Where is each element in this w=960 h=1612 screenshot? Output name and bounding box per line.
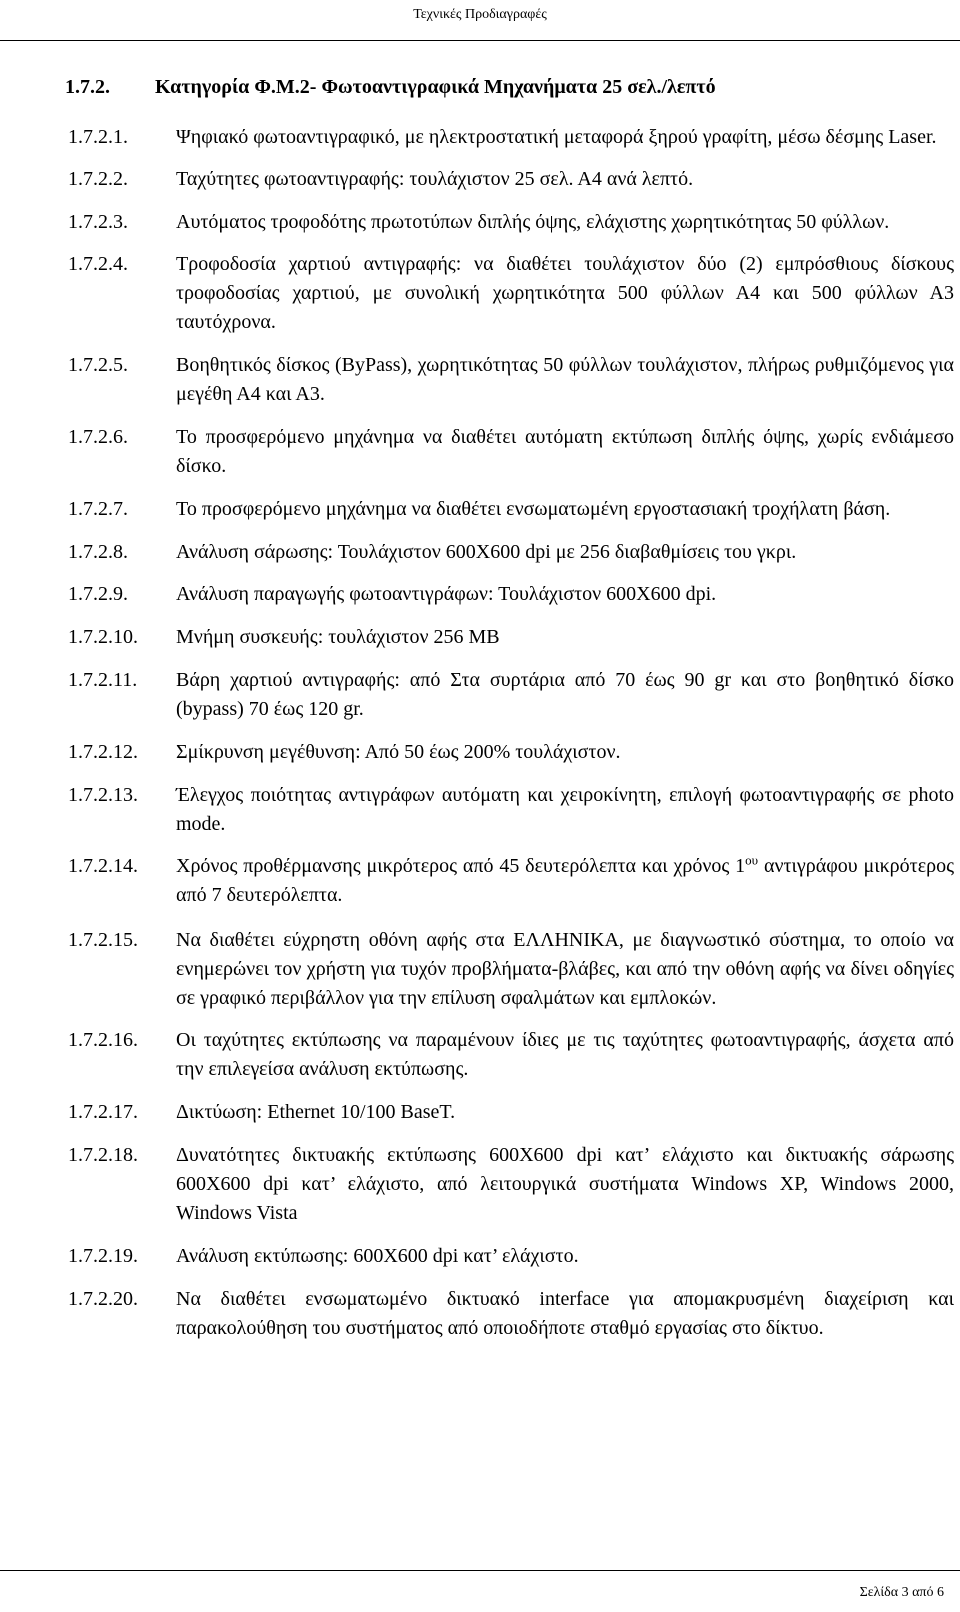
page-footer — [0, 1570, 960, 1612]
spec-item-superscript: ου — [745, 852, 759, 868]
spec-item — [68, 165, 960, 194]
spec-item — [68, 250, 960, 337]
section-number: 1.7.2. — [65, 76, 110, 98]
spec-item-text — [176, 1141, 954, 1228]
spec-item-text-main: Δικτύωση: Ethernet 10/100 BaseT. — [176, 1101, 456, 1123]
spec-item-text-main: Έλεγχος ποιότητας αντιγράφων αυτόματη και χειροκίνητη, επιλογή φωτοαντιγραφής σε photo mode. — [176, 784, 954, 835]
spec-item-text-main: Ανάλυση εκτύπωσης: 600Χ600 dpi κατ’ ελάχιστο. — [176, 1245, 579, 1267]
spec-item-text-main: Βάρη χαρτιού αντιγραφής: από Στα συρτάρια από 70 έως 90 gr και στο βοηθητικό δίσκο (bypass) 70 έως 120 gr. — [176, 669, 954, 720]
spec-item — [68, 423, 960, 481]
spec-item-text — [176, 666, 954, 724]
spec-item-text — [176, 165, 954, 194]
spec-item — [68, 351, 960, 409]
spec-item-number: 1.7.2.5. — [68, 354, 128, 376]
spec-item-text-main: Τροφοδοσία χαρτιού αντιγραφής: να διαθέτει τουλάχιστον δύο (2) εμπρόσθιους δίσκους τροφοδοσίας χαρτιού, με συνολική χωρητικότητα 500 φύλλων Α4 και 500 φύλλων Α3 ταυτόχρονα. — [176, 253, 954, 333]
spec-item-number: 1.7.2.12. — [68, 741, 138, 763]
page-number: Σελίδα 3 από 6 — [859, 1585, 944, 1600]
spec-item-text — [176, 208, 954, 237]
spec-item-number: 1.7.2.16. — [68, 1029, 138, 1051]
spec-item-text — [176, 1026, 954, 1084]
spec-item-text — [176, 123, 954, 152]
spec-item-text-main: Το προσφερόμενο μηχάνημα να διαθέτει αυτόματη εκτύπωση διπλής όψης, χωρίς ενδιάμεσο δίσκο. — [176, 426, 954, 477]
spec-item-text-main: Μνήμη συσκευής: τουλάχιστον 256 MB — [176, 626, 500, 648]
spec-item-text — [176, 250, 954, 337]
spec-item-text-main: Ανάλυση παραγωγής φωτοαντιγράφων: Τουλάχιστον 600Χ600 dpi. — [176, 583, 717, 605]
spec-item-number: 1.7.2.9. — [68, 583, 128, 605]
spec-item-text-main: Αυτόματος τροφοδότης πρωτοτύπων διπλής όψης, ελάχιστης χωρητικότητας 50 φύλλων. — [176, 211, 890, 233]
spec-item-number: 1.7.2.1. — [68, 126, 128, 148]
spec-item-text-main: Δυνατότητες δικτυακής εκτύπωσης 600Χ600 dpi κατ’ ελάχιστο και δικτυακής σάρωσης 600Χ600 dpi κατ’ ελάχιστο, από λειτουργικά συστήματα Windows XP, Windows 2000, Windows Vista — [176, 1144, 954, 1224]
spec-item-text — [176, 495, 954, 524]
spec-item-text — [176, 926, 954, 1013]
spec-item-number: 1.7.2.4. — [68, 253, 128, 275]
spec-item-text-main: Βοηθητικός δίσκος (ByPass), χωρητικότητας 50 φύλλων τουλάχιστον, πλήρως ρυθμιζόμενος για μεγέθη Α4 και Α3. — [176, 354, 954, 405]
spec-item-text — [176, 580, 954, 609]
spec-item — [68, 1242, 960, 1271]
spec-list — [68, 123, 960, 1343]
spec-item-text-main: Σμίκρυνση μεγέθυνση: Από 50 έως 200% τουλάχιστον. — [176, 741, 621, 763]
spec-item-text — [176, 781, 954, 839]
spec-item — [68, 623, 960, 652]
spec-item — [68, 1141, 960, 1228]
spec-item-number: 1.7.2.8. — [68, 541, 128, 563]
spec-item — [68, 123, 960, 152]
spec-item-text — [176, 1242, 954, 1271]
spec-item-text-main: Να διαθέτει ενσωματωμένο δικτυακό interface για απομακρυσμένη διαχείριση και παρακολούθηση του συστήματος από οποιοδήποτε σταθμό εργασίας στο δίκτυο. — [176, 1288, 954, 1339]
spec-item — [68, 926, 960, 1013]
spec-item-text — [176, 423, 954, 481]
spec-item-number: 1.7.2.18. — [68, 1144, 138, 1166]
spec-item-number: 1.7.2.2. — [68, 168, 128, 190]
spec-item — [68, 580, 960, 609]
spec-item-number: 1.7.2.14. — [68, 855, 138, 877]
spec-item-text-main: Ταχύτητες φωτοαντιγραφής: τουλάχιστον 25 σελ. Α4 ανά λεπτό. — [176, 168, 694, 190]
spec-item — [68, 1285, 960, 1343]
spec-item-text-main: Ψηφιακό φωτοαντιγραφικό, με ηλεκτροστατική μεταφορά ξηρού γραφίτη, μέσω δέσμης Laser. — [176, 126, 937, 148]
spec-item-text — [176, 623, 954, 652]
spec-item-number: 1.7.2.15. — [68, 929, 138, 951]
spec-item — [68, 738, 960, 767]
spec-item-text — [176, 1098, 954, 1127]
spec-item-number: 1.7.2.6. — [68, 426, 128, 448]
spec-item — [68, 666, 960, 724]
spec-item-number: 1.7.2.10. — [68, 626, 138, 648]
spec-item — [68, 1098, 960, 1127]
spec-item-text — [176, 538, 954, 567]
header-title: Τεχνικές Προδιαγραφές — [413, 7, 547, 22]
spec-item-text-after: αντιγράφου μικρότερος από 7 δευτερόλεπτα. — [176, 855, 954, 906]
spec-item-text — [176, 738, 954, 767]
page-header — [0, 0, 960, 41]
spec-item — [68, 852, 960, 910]
spec-item-text-main: Να διαθέτει εύχρηστη οθόνη αφής στα ΕΛΛΗΝΙΚΑ, με διαγνωστικό σύστημα, το οποίο να ενημερώνει τον χρήστη για τυχόν προβλήματα-βλάβες, και από την οθόνη αφής να δίνει οδηγίες σε γραφικό περιβάλλον για την επίλυση σφαλμάτων και εμπλοκών. — [176, 929, 954, 1009]
spec-item-number: 1.7.2.3. — [68, 211, 128, 233]
spec-item-text — [176, 351, 954, 409]
spec-item-text — [176, 852, 954, 910]
spec-item-text-main: Χρόνος προθέρμανσης μικρότερος από 45 δευτερόλεπτα και χρόνος 1 — [176, 855, 746, 877]
spec-item-number: 1.7.2.11. — [68, 669, 138, 691]
section-title: Κατηγορία Φ.Μ.2- Φωτοαντιγραφικά Μηχανήματα 25 σελ./λεπτό — [155, 76, 716, 98]
spec-item — [68, 538, 960, 567]
section-heading — [65, 76, 716, 99]
spec-item — [68, 1026, 960, 1084]
spec-item-number: 1.7.2.19. — [68, 1245, 138, 1267]
spec-item-number: 1.7.2.7. — [68, 498, 128, 520]
spec-item-text-main: Οι ταχύτητες εκτύπωσης να παραμένουν ίδιες με τις ταχύτητες φωτοαντιγραφής, άσχετα από την επιλεγείσα ανάλυση εκτύπωσης. — [176, 1029, 954, 1080]
spec-item-number: 1.7.2.20. — [68, 1288, 138, 1310]
spec-item — [68, 208, 960, 237]
spec-item-text-main: Το προσφερόμενο μηχάνημα να διαθέτει ενσωματωμένη εργοστασιακή τροχήλατη βάση. — [176, 498, 891, 520]
spec-item-number: 1.7.2.13. — [68, 784, 138, 806]
spec-item-text — [176, 1285, 954, 1343]
spec-item — [68, 495, 960, 524]
spec-item-number: 1.7.2.17. — [68, 1101, 138, 1123]
spec-item — [68, 781, 960, 839]
spec-item-text-main: Ανάλυση σάρωσης: Τουλάχιστον 600Χ600 dpi με 256 διαβαθμίσεις του γκρι. — [176, 541, 797, 563]
